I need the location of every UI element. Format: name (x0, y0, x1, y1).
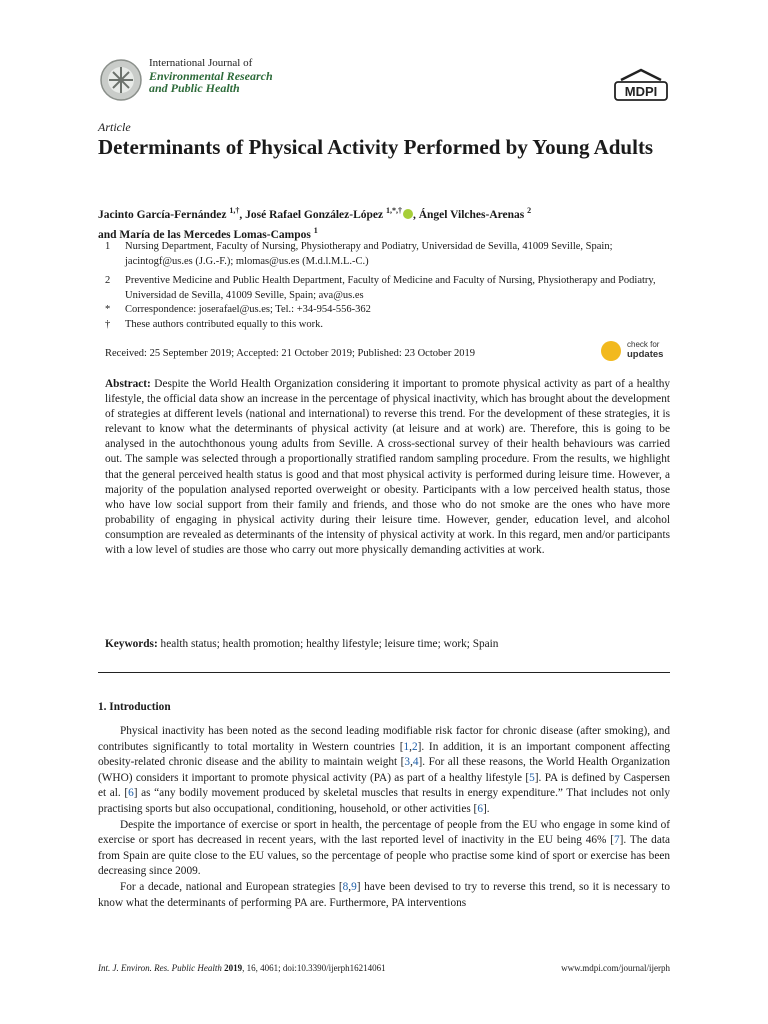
journal-name-line1: International Journal of (149, 57, 253, 69)
author-sup: 1 (313, 225, 318, 235)
journal-logo-icon (98, 58, 144, 102)
equal-contribution-note (105, 318, 660, 333)
keywords (105, 638, 670, 650)
correspondence-text: Correspondence: joserafael@us.es; Tel.: +34-954-556-362 (125, 304, 371, 315)
footer-citation (98, 963, 386, 973)
keywords-text: health status; health promotion; healthy lifestyle; leisure time; work; Spain (160, 638, 499, 650)
citation-link[interactable]: 5 (529, 771, 535, 784)
section-divider (98, 672, 670, 673)
author-name[interactable]: José Rafael González-López (245, 208, 384, 221)
affiliation-mark: † (105, 319, 111, 330)
citation-link[interactable]: 9 (351, 880, 357, 893)
section-heading: 1. Introduction (98, 701, 171, 713)
journal-name (149, 57, 273, 95)
citation-link[interactable]: 6 (128, 787, 134, 800)
check-updates-line2: updates (627, 349, 664, 360)
author-sup: 2 (527, 206, 532, 215)
paragraph: Physical inactivity has been noted as the second leading modifiable risk factor for chronic disease (after smoking), and contributes significantly to total mortality in Western countries [1,2]. In addition, it is an important component affecting obesity-related chronic disease and the ability to maintain weight [3,4]. For all these reasons, the World Health Organization (WHO) considers it important to promote physical activity (PA) as part of a healthy lifestyle [5]. PA is defined by Caspersen et al. [6] as “any bodily movement produced by skeletal muscles that results in energy expenditure.” That includes not only practising sports but also occupational, conditioning, household, or other activities [6]. (98, 725, 671, 815)
affiliation-mark: 1 (105, 241, 111, 252)
footer-journal: Int. J. Environ. Res. Public Health (98, 963, 222, 973)
mdpi-logo-text: MDPI (624, 84, 658, 99)
affiliation-mark: 2 (105, 275, 111, 286)
citation-link[interactable]: 6 (477, 802, 483, 815)
check-for-updates-button[interactable] (601, 339, 671, 363)
author-name[interactable]: and María de las Mercedes Lomas-Campos (98, 228, 311, 241)
abstract-label: Abstract: (105, 378, 151, 390)
keywords-label: Keywords: (105, 638, 158, 650)
body-text (98, 724, 670, 911)
citation-link[interactable]: 7 (613, 834, 620, 847)
abstract (105, 377, 670, 558)
check-updates-icon (601, 341, 621, 361)
citation-link[interactable]: 8 (342, 880, 349, 893)
citation-link[interactable]: 3 (404, 756, 411, 769)
orcid-icon[interactable] (403, 209, 413, 219)
journal-name-line2: Environmental Research (149, 68, 273, 83)
author-list: Jacinto García-Fernández $^{1,\dagger}$, José Rafael González-López $^{1,*,\dagger}$ , Ángel Vilches-Arenas $^2$ and María de las Mercedes Lomas-Campos $^1$ (98, 206, 532, 241)
citation-link[interactable]: 2 (411, 740, 418, 753)
affiliation-mark: * (105, 304, 111, 315)
affiliation-text: Nursing Department, Faculty of Nursing, Physiotherapy and Podiatry, Universidad de Sevilla, 41009 Seville, Spain; jacintogf@us.es (J.G.-F.); mlomas@us.es (M.d.l.M.L.-C.) (125, 241, 613, 267)
check-updates-line1: check for (627, 340, 660, 349)
author-name[interactable]: Ángel Vilches-Arenas (418, 208, 525, 221)
author-name[interactable]: Jacinto García-Fernández (98, 208, 227, 221)
correspondence-item (105, 303, 660, 318)
article-type: Article (98, 120, 131, 134)
abstract-text: Despite the World Health Organization considering it important to promote physical activity as part of a healthy lifestyle, the official data show an increase in the percentage of physical inactivity, which has brought about the development of strategies at different levels (national and international) to reverse this trend. For the development of these strategies, it is relevant to know what the determinants of physical activity (at leisure and at work) are. Therefore, this is going to be analysed in the autochthonous young adults from Seville. A cross-sectional survey of their health behaviours was carried out. The sample was selected through a proportionally stratified random sampling procedure. From the results, we highlight that the general perceived health status is good and that most physical activity is performed during leisure time. However, a majority of the population analysed reported overweight or obesity. Participants with a low perceived health status, those who have low social support from their family and friends, and those who do not smoke are the ones who have more probability of engaging in physical activity during their leisure time. However, gender, education level, and alcohol consumption are revealed as determinants of the intensity of physical activity at work. In this regard, men and/or participants with a low level of studies are those who carry out more physically demanding activities at work. (105, 378, 671, 557)
citation-link[interactable]: 1 (403, 740, 410, 753)
footer-volume[interactable]: , 16, 4061; doi:10.3390/ijerph16214061 (242, 963, 386, 973)
publication-dates: Received: 25 September 2019; Accepted: 21 October 2019; Published: 23 October 2019 (105, 348, 476, 359)
mdpi-logo-icon (613, 68, 669, 102)
paragraph: For a decade, national and European strategies [8,9] have been devised to try to reverse this trend, so it is necessary to know what the determinants of performing PA are. Furthermore, PA interventions (98, 880, 670, 909)
footer-url[interactable]: www.mdpi.com/journal/ijerph (561, 963, 670, 973)
author-sup: 1,*,† (385, 206, 402, 215)
paragraph: Despite the importance of exercise or sport in health, the percentage of people from the EU who engage in some kind of exercise or sport has decreased in recent years, with the last reported level of inactivity in the EU being 46% [7]. The data from Spain are quite close to the EU values, so the percentage of people who practise some kind of sport or exercise has been decreasing since 2009. (98, 818, 670, 878)
paper-title: Determinants of Physical Activity Performed by Young Adults (98, 135, 654, 159)
affiliation-item (105, 240, 660, 269)
author-sup: 1,† (229, 206, 240, 215)
footer-year: 2019 (224, 963, 243, 973)
citation-link[interactable]: 4 (412, 756, 419, 769)
affiliation-item (105, 274, 660, 303)
equal-contribution-text: These authors contributed equally to this work. (125, 319, 323, 330)
journal-name-line3: and Public Health (149, 81, 240, 95)
affiliation-text: Preventive Medicine and Public Health Department, Faculty of Medicine and Faculty of Nursing, Physiotherapy and Podiatry, Universidad de Sevilla, 41009 Seville, Spain; ava@us.es (125, 275, 656, 301)
